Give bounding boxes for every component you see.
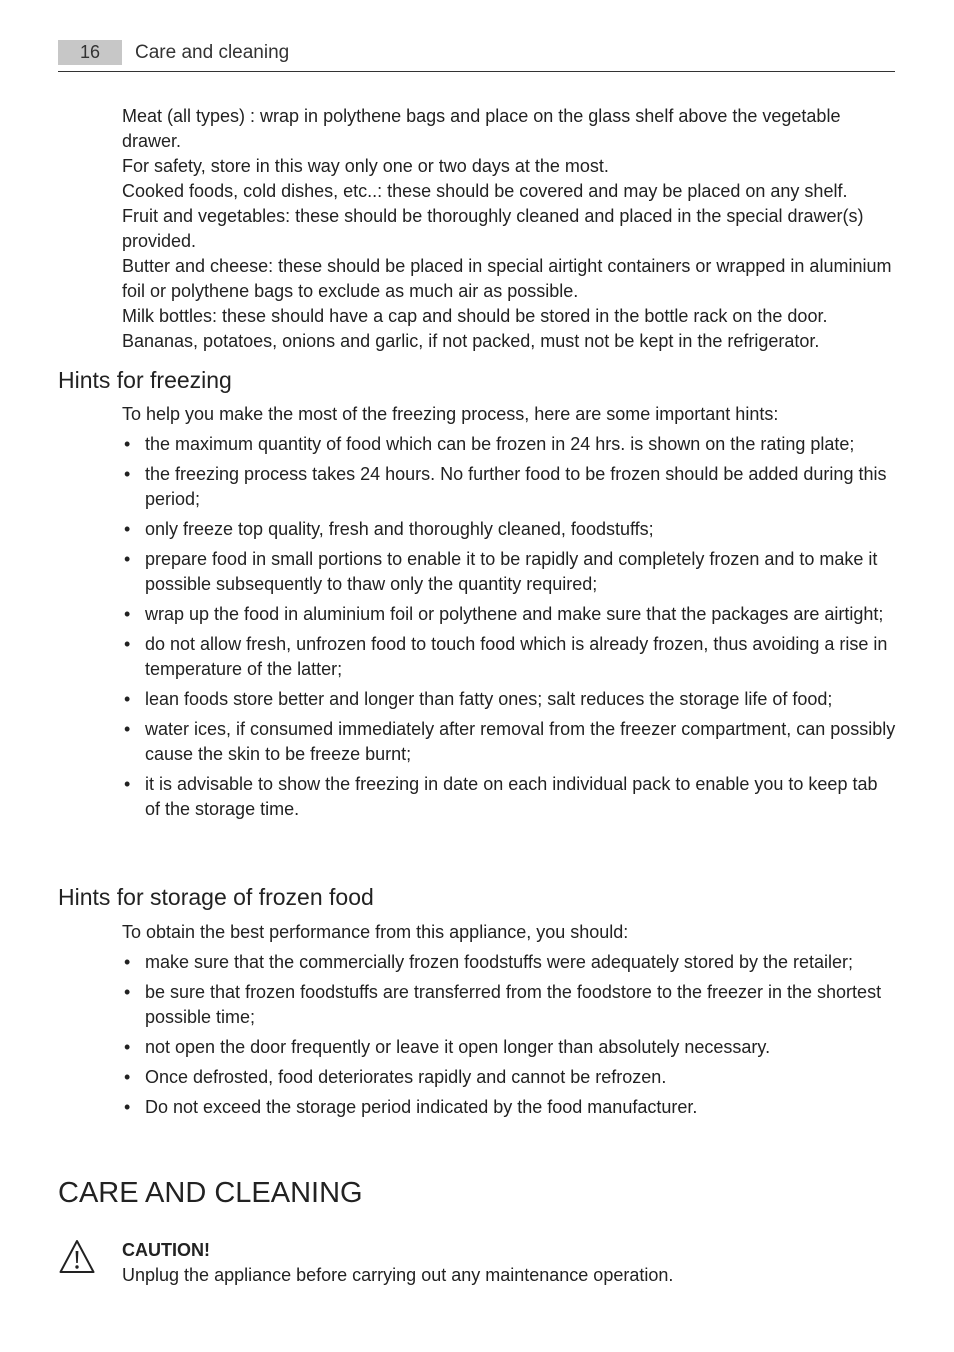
caution-text: Unplug the appliance before carrying out any maintenance operation. [122, 1265, 674, 1285]
list-item: • prepare food in small portions to enable it to be rapidly and completely frozen and to make it possible subsequently to thaw only the quantity required; [124, 549, 878, 594]
list-item: • only freeze top quality, fresh and thoroughly cleaned, foodstuffs; [124, 519, 654, 539]
freezing-heading: Hints for freezing [58, 367, 232, 393]
frozen-storage-list [122, 950, 897, 1125]
page-number: 16 [58, 40, 122, 65]
storage-guidelines [122, 104, 892, 354]
list-item: • it is advisable to show the freezing in date on each individual pack to enable you to keep tab of the storage time. [124, 774, 878, 819]
storage-line-milk: Milk bottles: these should have a cap and should be stored in the bottle rack on the door. [122, 306, 828, 326]
list-item: • make sure that the commercially frozen foodstuffs were adequately stored by the retailer; [124, 952, 854, 972]
list-item: • the freezing process takes 24 hours. No further food to be frozen should be added during this period; [124, 464, 887, 509]
running-header-title: Care and cleaning [135, 42, 290, 63]
frozen-storage-intro: To obtain the best performance from this appliance, you should: [122, 922, 629, 942]
list-item: • Do not exceed the storage period indicated by the food manufacturer. [124, 1097, 698, 1117]
care-cleaning-heading: CARE AND CLEANING [58, 1177, 363, 1209]
list-item: • be sure that frozen foodstuffs are transferred from the foodstore to the freezer in the shortest possible time; [124, 982, 882, 1027]
warning-triangle-icon [58, 1238, 96, 1276]
storage-line-meat: Meat (all types) : wrap in polythene bags and place on the glass shelf above the vegetable drawer. [122, 106, 841, 151]
freezing-intro: To help you make the most of the freezing process, here are some important hints: [122, 404, 779, 424]
list-item: • Once defrosted, food deteriorates rapidly and cannot be refrozen. [124, 1067, 667, 1087]
list-item: • lean foods store better and longer than fatty ones; salt reduces the storage life of food; [124, 689, 833, 709]
freezing-hints-list [122, 432, 897, 827]
list-item: • the maximum quantity of food which can be frozen in 24 hrs. is shown on the rating plate; [124, 434, 855, 454]
list-item: • wrap up the food in aluminium foil or polythene and make sure that the packages are airtight; [124, 604, 884, 624]
storage-line-fruit: Fruit and vegetables: these should be thoroughly cleaned and placed in the special drawer(s) provided. [122, 206, 864, 251]
storage-line-butter: Butter and cheese: these should be placed in special airtight containers or wrapped in aluminium foil or polythene bags to exclude as much air as possible. [122, 256, 892, 301]
list-item: • water ices, if consumed immediately after removal from the freezer compartment, can possibly cause the skin to be freeze burnt; [124, 719, 896, 764]
list-item: • not open the door frequently or leave it open longer than absolutely necessary. [124, 1037, 771, 1057]
list-item: • do not allow fresh, unfrozen food to touch food which is already frozen, thus avoiding a rise in temperature of the latter; [124, 634, 888, 679]
storage-line-safety: For safety, store in this way only one or two days at the most. [122, 156, 609, 176]
storage-line-cooked: Cooked foods, cold dishes, etc..: these should be covered and may be placed on any shelf. [122, 181, 848, 201]
storage-line-bananas: Bananas, potatoes, onions and garlic, if not packed, must not be kept in the refrigerator. [122, 331, 820, 351]
caution-label: CAUTION! [122, 1240, 210, 1260]
frozen-storage-heading: Hints for storage of frozen food [58, 884, 374, 910]
page-header [58, 40, 895, 72]
